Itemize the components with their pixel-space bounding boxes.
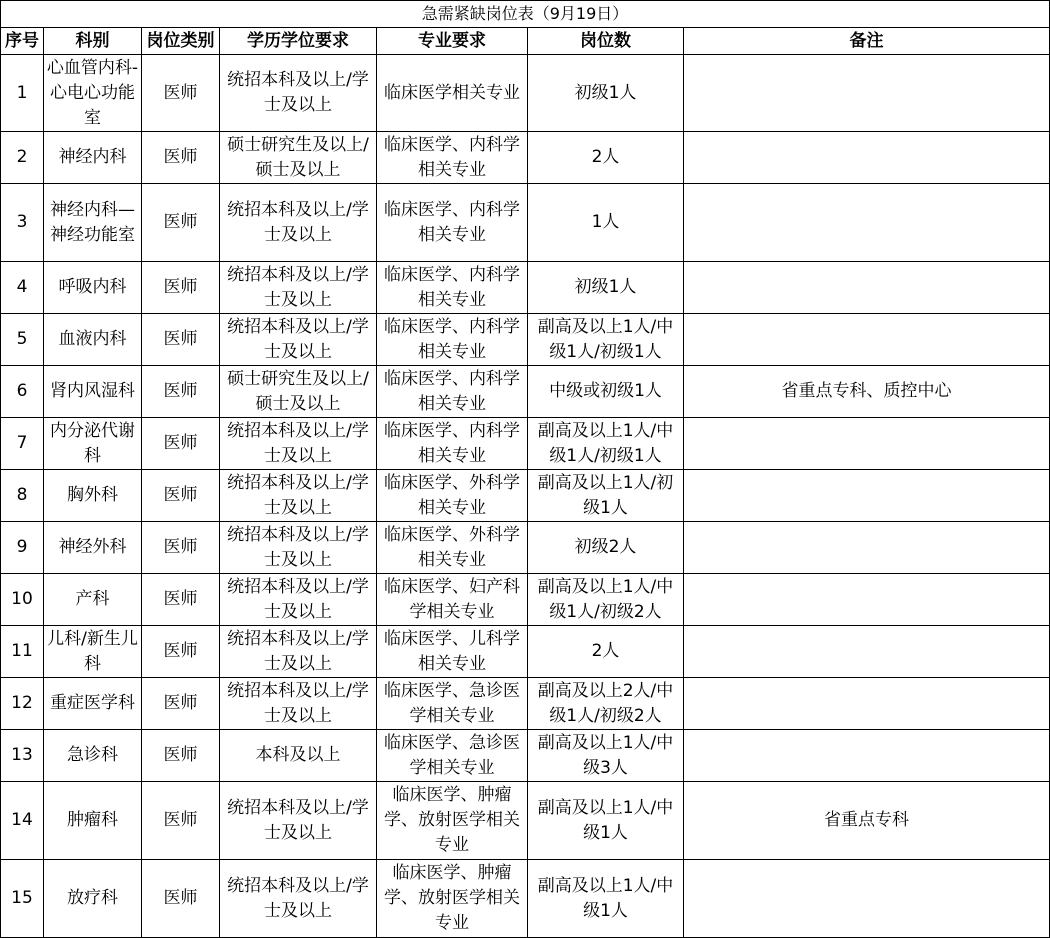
table-row (1, 418, 1050, 470)
row-dept: 神经外科 (44, 522, 142, 574)
table-title: 急需紧缺岗位表（9月19日） (1, 1, 1050, 28)
row-major: 临床医学、急诊医学相关专业 (377, 730, 528, 782)
row-major: 临床医学、内科学相关专业 (377, 132, 528, 184)
table-row (1, 366, 1050, 418)
row-dept: 重症医学科 (44, 678, 142, 730)
row-major: 临床医学、外科学相关专业 (377, 470, 528, 522)
row-note (684, 418, 1050, 470)
row-no: 3 (1, 184, 44, 262)
row-major: 临床医学相关专业 (377, 55, 528, 132)
row-no: 6 (1, 366, 44, 418)
row-no: 2 (1, 132, 44, 184)
row-note (684, 55, 1050, 132)
row-type: 医师 (142, 626, 220, 678)
row-type: 医师 (142, 730, 220, 782)
row-dept: 神经内科 (44, 132, 142, 184)
row-dept: 产科 (44, 574, 142, 626)
row-note (684, 262, 1050, 314)
row-type: 医师 (142, 470, 220, 522)
row-edu: 统招本科及以上/学士及以上 (220, 626, 377, 678)
row-edu: 统招本科及以上/学士及以上 (220, 184, 377, 262)
row-type: 医师 (142, 522, 220, 574)
row-no: 14 (1, 782, 44, 860)
row-dept: 儿科/新生儿科 (44, 626, 142, 678)
row-type: 医师 (142, 782, 220, 860)
row-no: 5 (1, 314, 44, 366)
row-major: 临床医学、外科学相关专业 (377, 522, 528, 574)
row-count: 副高及以上1人/中级1人 (528, 860, 684, 938)
row-note (684, 860, 1050, 938)
row-note (684, 470, 1050, 522)
row-no: 12 (1, 678, 44, 730)
row-note (684, 626, 1050, 678)
row-note (684, 184, 1050, 262)
row-note (684, 730, 1050, 782)
row-no: 11 (1, 626, 44, 678)
row-count: 中级或初级1人 (528, 366, 684, 418)
row-count: 副高及以上1人/中级1人/初级2人 (528, 574, 684, 626)
row-edu: 统招本科及以上/学士及以上 (220, 678, 377, 730)
row-major: 临床医学、儿科学相关专业 (377, 626, 528, 678)
row-count: 初级1人 (528, 55, 684, 132)
header-edu: 学历学位要求 (220, 28, 377, 55)
row-type: 医师 (142, 314, 220, 366)
row-no: 7 (1, 418, 44, 470)
row-edu: 统招本科及以上/学士及以上 (220, 55, 377, 132)
row-type: 医师 (142, 55, 220, 132)
row-major: 临床医学、内科学相关专业 (377, 184, 528, 262)
row-edu: 统招本科及以上/学士及以上 (220, 470, 377, 522)
row-note: 省重点专科 (684, 782, 1050, 860)
header-count: 岗位数 (528, 28, 684, 55)
row-count: 副高及以上1人/初级1人 (528, 470, 684, 522)
row-major: 临床医学、妇产科学相关专业 (377, 574, 528, 626)
row-major: 临床医学、肿瘤学、放射医学相关专业 (377, 782, 528, 860)
table-row (1, 860, 1050, 938)
row-type: 医师 (142, 678, 220, 730)
row-type: 医师 (142, 184, 220, 262)
row-count: 2人 (528, 626, 684, 678)
row-edu: 统招本科及以上/学士及以上 (220, 314, 377, 366)
row-dept: 肾内风湿科 (44, 366, 142, 418)
row-edu: 统招本科及以上/学士及以上 (220, 782, 377, 860)
row-count: 2人 (528, 132, 684, 184)
row-no: 4 (1, 262, 44, 314)
table-row (1, 730, 1050, 782)
row-dept: 血液内科 (44, 314, 142, 366)
row-type: 医师 (142, 574, 220, 626)
row-no: 13 (1, 730, 44, 782)
table-row (1, 522, 1050, 574)
table-row (1, 132, 1050, 184)
row-count: 初级1人 (528, 262, 684, 314)
row-note: 省重点专科、质控中心 (684, 366, 1050, 418)
row-major: 临床医学、内科学相关专业 (377, 262, 528, 314)
row-type: 医师 (142, 366, 220, 418)
row-major: 临床医学、内科学相关专业 (377, 314, 528, 366)
row-count: 副高及以上1人/中级3人 (528, 730, 684, 782)
row-major: 临床医学、内科学相关专业 (377, 366, 528, 418)
row-edu: 统招本科及以上/学士及以上 (220, 860, 377, 938)
row-note (684, 678, 1050, 730)
row-note (684, 314, 1050, 366)
row-count: 副高及以上1人/中级1人/初级1人 (528, 314, 684, 366)
row-count: 1人 (528, 184, 684, 262)
row-no: 1 (1, 55, 44, 132)
table-row (1, 470, 1050, 522)
row-dept: 心血管内科-心电心功能室 (44, 55, 142, 132)
table-row (1, 262, 1050, 314)
row-dept: 肿瘤科 (44, 782, 142, 860)
row-dept: 胸外科 (44, 470, 142, 522)
table-row (1, 314, 1050, 366)
table-row (1, 626, 1050, 678)
header-type: 岗位类别 (142, 28, 220, 55)
title-row (1, 1, 1050, 28)
row-note (684, 574, 1050, 626)
row-no: 15 (1, 860, 44, 938)
table-row (1, 678, 1050, 730)
row-type: 医师 (142, 418, 220, 470)
header-row (1, 28, 1050, 55)
row-count: 副高及以上2人/中级1人/初级2人 (528, 678, 684, 730)
row-edu: 统招本科及以上/学士及以上 (220, 522, 377, 574)
row-type: 医师 (142, 860, 220, 938)
header-no: 序号 (1, 28, 44, 55)
row-edu: 硕士研究生及以上/硕士及以上 (220, 366, 377, 418)
row-edu: 统招本科及以上/学士及以上 (220, 574, 377, 626)
row-major: 临床医学、内科学相关专业 (377, 418, 528, 470)
table-row (1, 55, 1050, 132)
header-dept: 科别 (44, 28, 142, 55)
row-dept: 放疗科 (44, 860, 142, 938)
row-no: 8 (1, 470, 44, 522)
row-major: 临床医学、肿瘤学、放射医学相关专业 (377, 860, 528, 938)
table-row (1, 782, 1050, 860)
row-count: 副高及以上1人/中级1人/初级1人 (528, 418, 684, 470)
row-note (684, 522, 1050, 574)
row-edu: 统招本科及以上/学士及以上 (220, 418, 377, 470)
table-row (1, 574, 1050, 626)
row-edu: 本科及以上 (220, 730, 377, 782)
row-type: 医师 (142, 262, 220, 314)
row-count: 副高及以上1人/中级1人 (528, 782, 684, 860)
row-dept: 内分泌代谢科 (44, 418, 142, 470)
row-dept: 神经内科—神经功能室 (44, 184, 142, 262)
row-major: 临床医学、急诊医学相关专业 (377, 678, 528, 730)
row-no: 9 (1, 522, 44, 574)
table-row (1, 184, 1050, 262)
row-dept: 呼吸内科 (44, 262, 142, 314)
header-major: 专业要求 (377, 28, 528, 55)
row-edu: 统招本科及以上/学士及以上 (220, 262, 377, 314)
row-note (684, 132, 1050, 184)
header-note: 备注 (684, 28, 1050, 55)
row-dept: 急诊科 (44, 730, 142, 782)
row-edu: 硕士研究生及以上/硕士及以上 (220, 132, 377, 184)
row-type: 医师 (142, 132, 220, 184)
row-count: 初级2人 (528, 522, 684, 574)
row-no: 10 (1, 574, 44, 626)
